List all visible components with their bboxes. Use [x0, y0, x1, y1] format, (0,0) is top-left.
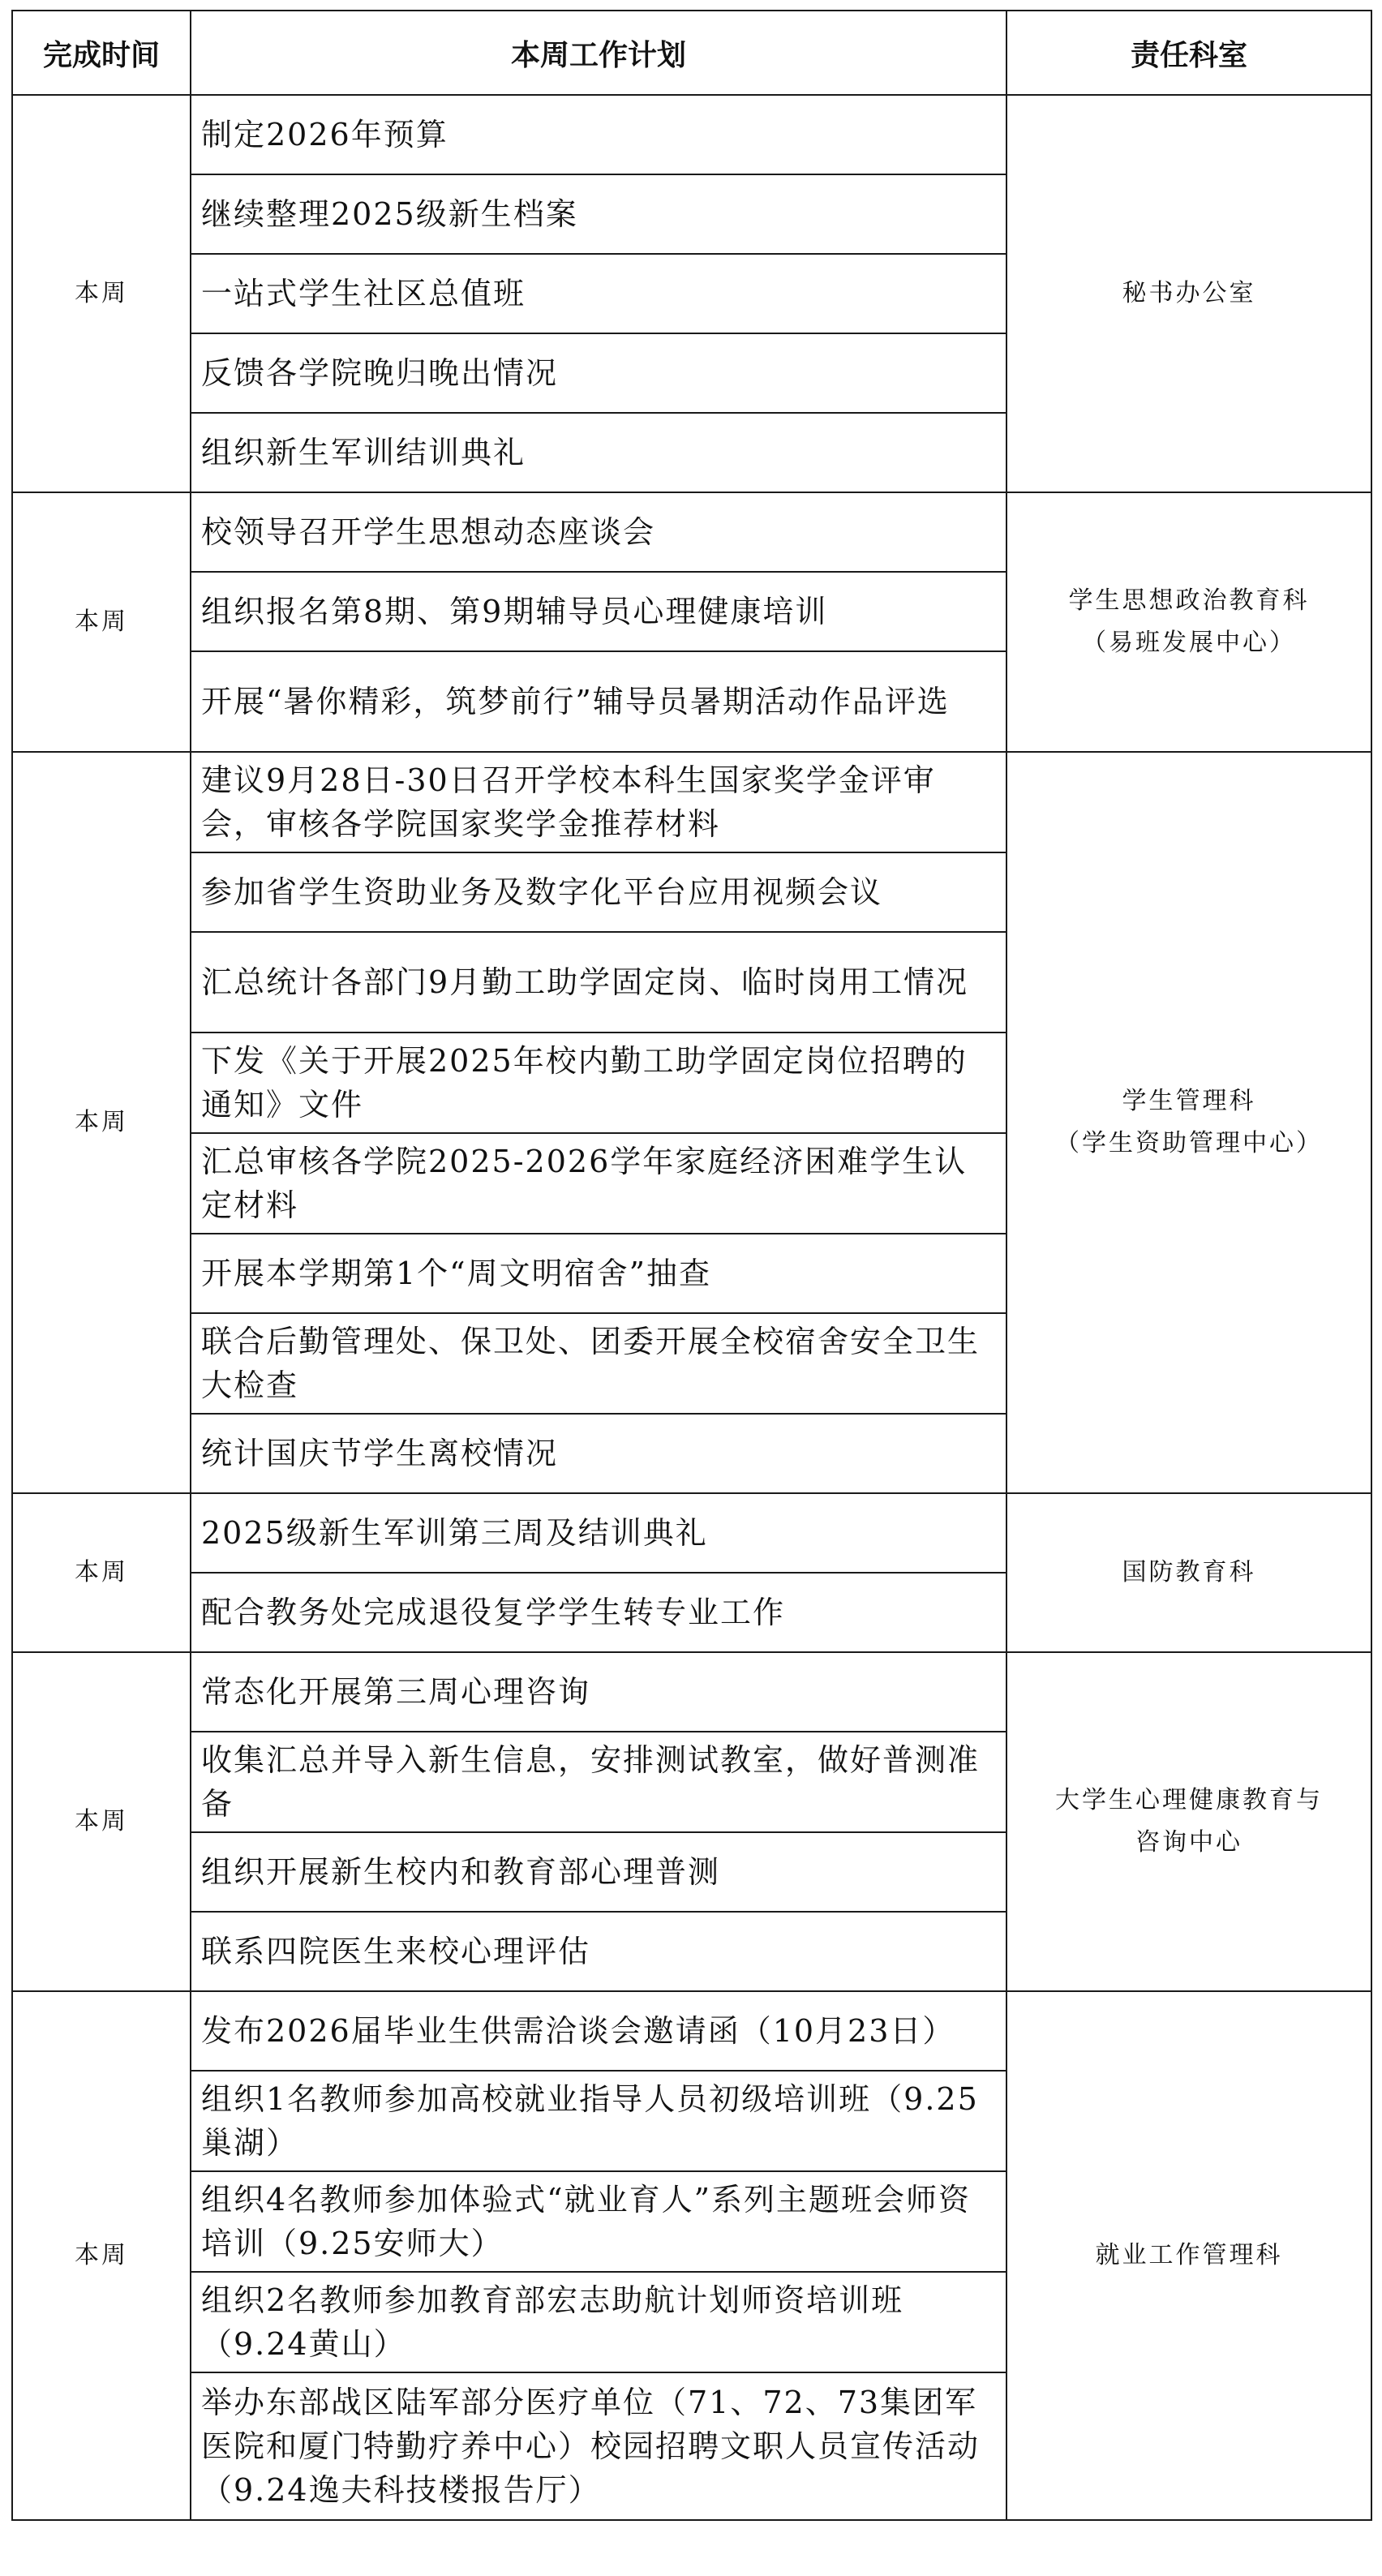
completion-time-cell: 本周 — [12, 752, 191, 1493]
table-row — [12, 1493, 1371, 1573]
completion-time-cell: 本周 — [12, 1991, 191, 2520]
plan-item: 配合教务处完成退役复学学生转专业工作 — [191, 1573, 1006, 1652]
responsible-office-cell: 大学生心理健康教育与 咨询中心 — [1006, 1652, 1371, 1991]
header-weekly-plan: 本周工作计划 — [191, 11, 1006, 95]
table-row — [12, 95, 1371, 174]
completion-time-cell: 本周 — [12, 1652, 191, 1991]
plan-item: 组织1名教师参加高校就业指导人员初级培训班（9.25巢湖） — [191, 2071, 1006, 2171]
plan-item: 校领导召开学生思想动态座谈会 — [191, 492, 1006, 572]
plan-item: 2025级新生军训第三周及结训典礼 — [191, 1493, 1006, 1573]
table-row — [12, 1652, 1371, 1732]
header-responsible-office: 责任科室 — [1006, 11, 1371, 95]
plan-item: 下发《关于开展2025年校内勤工助学固定岗位招聘的通知》文件 — [191, 1033, 1006, 1133]
completion-time-cell: 本周 — [12, 492, 191, 752]
responsible-office-cell: 秘书办公室 — [1006, 95, 1371, 492]
plan-item: 常态化开展第三周心理咨询 — [191, 1652, 1006, 1732]
plan-item: 举办东部战区陆军部分医疗单位（71、72、73集团军医院和厦门特勤疗养中心）校园招聘文职人员宣传活动（9.24逸夫科技楼报告厅） — [191, 2372, 1006, 2520]
plan-item: 汇总审核各学院2025-2026学年家庭经济困难学生认定材料 — [191, 1133, 1006, 1234]
plan-item: 开展“暑你精彩，筑梦前行”辅导员暑期活动作品评选 — [191, 651, 1006, 752]
responsible-office-cell: 国防教育科 — [1006, 1493, 1371, 1652]
plan-item: 开展本学期第1个“周文明宿舍”抽查 — [191, 1234, 1006, 1313]
responsible-office-cell: 就业工作管理科 — [1006, 1991, 1371, 2520]
plan-item: 联合后勤管理处、保卫处、团委开展全校宿舍安全卫生大检查 — [191, 1313, 1006, 1414]
completion-time-cell: 本周 — [12, 95, 191, 492]
plan-item: 汇总统计各部门9月勤工助学固定岗、临时岗用工情况 — [191, 932, 1006, 1033]
table-row — [12, 752, 1371, 852]
header-completion-time: 完成时间 — [12, 11, 191, 95]
plan-item: 统计国庆节学生离校情况 — [191, 1414, 1006, 1493]
responsible-office-cell: 学生思想政治教育科 （易班发展中心） — [1006, 492, 1371, 752]
responsible-office-cell: 学生管理科 （学生资助管理中心） — [1006, 752, 1371, 1493]
plan-item: 组织报名第8期、第9期辅导员心理健康培训 — [191, 572, 1006, 651]
plan-item: 建议9月28日-30日召开学校本科生国家奖学金评审会，审核各学院国家奖学金推荐材料 — [191, 752, 1006, 852]
plan-item: 组织新生军训结训典礼 — [191, 413, 1006, 492]
plan-item: 继续整理2025级新生档案 — [191, 174, 1006, 254]
plan-item: 收集汇总并导入新生信息，安排测试教室，做好普测准备 — [191, 1732, 1006, 1832]
plan-item: 组织2名教师参加教育部宏志助航计划师资培训班（9.24黄山） — [191, 2272, 1006, 2372]
plan-item: 制定2026年预算 — [191, 95, 1006, 174]
plan-item: 联系四院医生来校心理评估 — [191, 1912, 1006, 1991]
work-plan-sheet — [11, 10, 1371, 2566]
table-header-row — [12, 11, 1371, 95]
plan-item: 一站式学生社区总值班 — [191, 254, 1006, 333]
plan-item: 反馈各学院晚归晚出情况 — [191, 333, 1006, 413]
plan-item: 发布2026届毕业生供需洽谈会邀请函（10月23日） — [191, 1991, 1006, 2071]
plan-item: 参加省学生资助业务及数字化平台应用视频会议 — [191, 852, 1006, 932]
table-row — [12, 492, 1371, 572]
table-row — [12, 1991, 1371, 2071]
plan-item: 组织4名教师参加体验式“就业育人”系列主题班会师资培训（9.25安师大） — [191, 2171, 1006, 2272]
work-plan-table — [11, 10, 1372, 2521]
completion-time-cell: 本周 — [12, 1493, 191, 1652]
plan-item: 组织开展新生校内和教育部心理普测 — [191, 1832, 1006, 1912]
